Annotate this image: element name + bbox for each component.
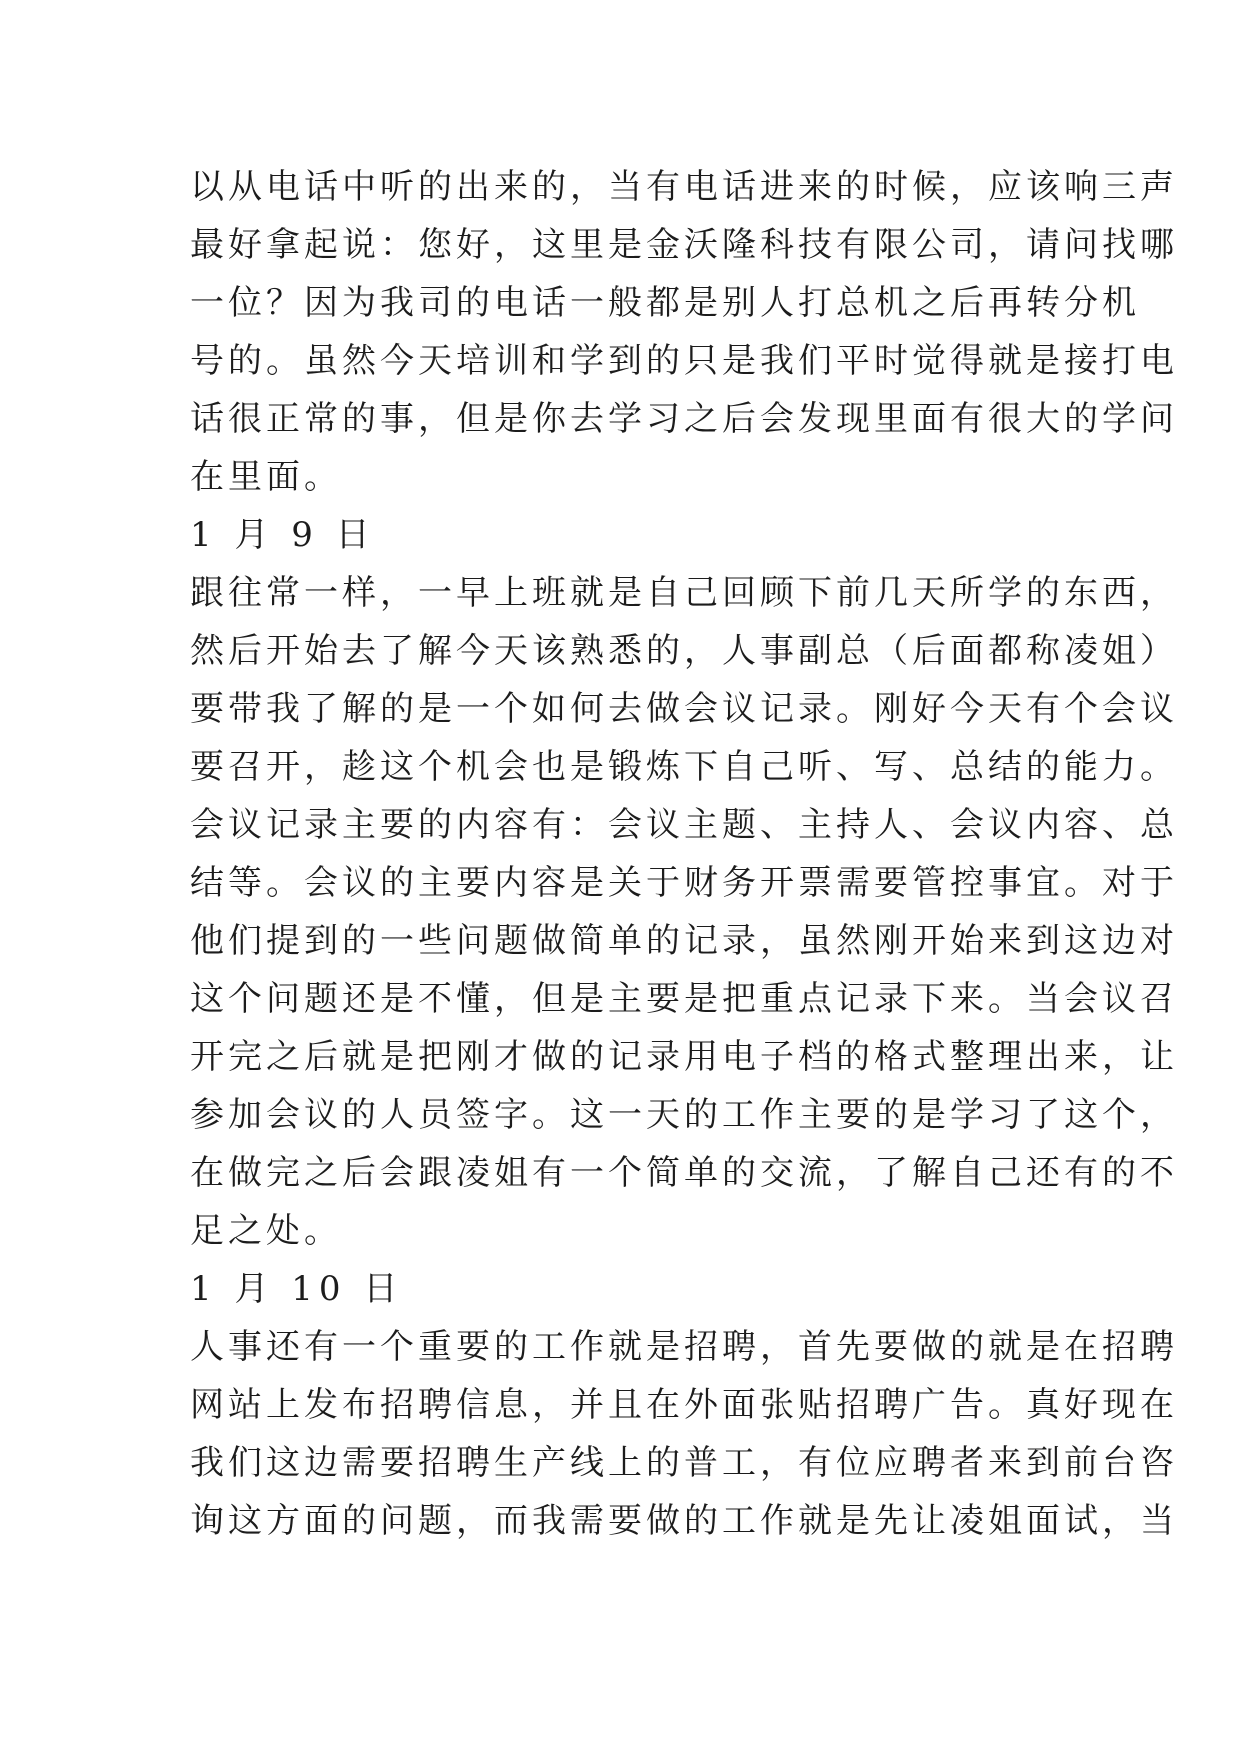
paragraph-meeting-minutes — [190, 564, 1178, 1260]
text-line: 会议记录主要的内容有：会议主题、主持人、会议内容、总 — [190, 805, 1178, 845]
text-line: 结等。会议的主要内容是关于财务开票需要管控事宜。对于 — [190, 863, 1178, 903]
text-line: 这个问题还是不懂，但是主要是把重点记录下来。当会议召 — [190, 979, 1178, 1019]
text-line: 足之处。 — [190, 1211, 342, 1251]
text-line: 要召开，趁这个机会也是锻炼下自己听、写、总结的能力。 — [190, 747, 1178, 787]
text-line: 然后开始去了解今天该熟悉的，人事副总（后面都称凌姐） — [190, 631, 1178, 671]
text-line: 要带我了解的是一个如何去做会议记录。刚好今天有个会议 — [190, 689, 1178, 729]
paragraph-phone-etiquette — [190, 158, 1178, 506]
text-line: 话很正常的事，但是你去学习之后会发现里面有很大的学问 — [190, 399, 1178, 439]
text-line: 跟往常一样，一早上班就是自己回顾下前几天所学的东西， — [190, 573, 1178, 613]
text-line: 我们这边需要招聘生产线上的普工，有位应聘者来到前台咨 — [190, 1443, 1178, 1483]
text-line: 开完之后就是把刚才做的记录用电子档的格式整理出来，让 — [190, 1037, 1178, 1077]
date-heading-jan-9: 1 月 9 日 — [190, 515, 376, 555]
paragraph-recruitment — [190, 1318, 1178, 1550]
text-line: 在里面。 — [190, 457, 342, 497]
text-line: 在做完之后会跟凌姐有一个简单的交流，了解自己还有的不 — [190, 1153, 1178, 1193]
text-line: 询这方面的问题，而我需要做的工作就是先让凌姐面试，当 — [190, 1501, 1178, 1541]
document-body — [190, 158, 1178, 1550]
text-line: 人事还有一个重要的工作就是招聘，首先要做的就是在招聘 — [190, 1327, 1178, 1367]
date-heading-jan-10: 1 月 10 日 — [190, 1269, 404, 1309]
text-line: 以从电话中听的出来的，当有电话进来的时候，应该响三声 — [190, 167, 1178, 207]
text-line: 他们提到的一些问题做简单的记录，虽然刚开始来到这边对 — [190, 921, 1178, 961]
text-line: 参加会议的人员签字。这一天的工作主要的是学习了这个， — [190, 1095, 1178, 1135]
text-line: 一位？因为我司的电话一般都是别人打总机之后再转分机 — [190, 283, 1140, 323]
text-line: 号的。虽然今天培训和学到的只是我们平时觉得就是接打电 — [190, 341, 1178, 381]
text-line: 最好拿起说：您好，这里是金沃隆科技有限公司，请问找哪 — [190, 225, 1178, 265]
text-line: 网站上发布招聘信息，并且在外面张贴招聘广告。真好现在 — [190, 1385, 1178, 1425]
